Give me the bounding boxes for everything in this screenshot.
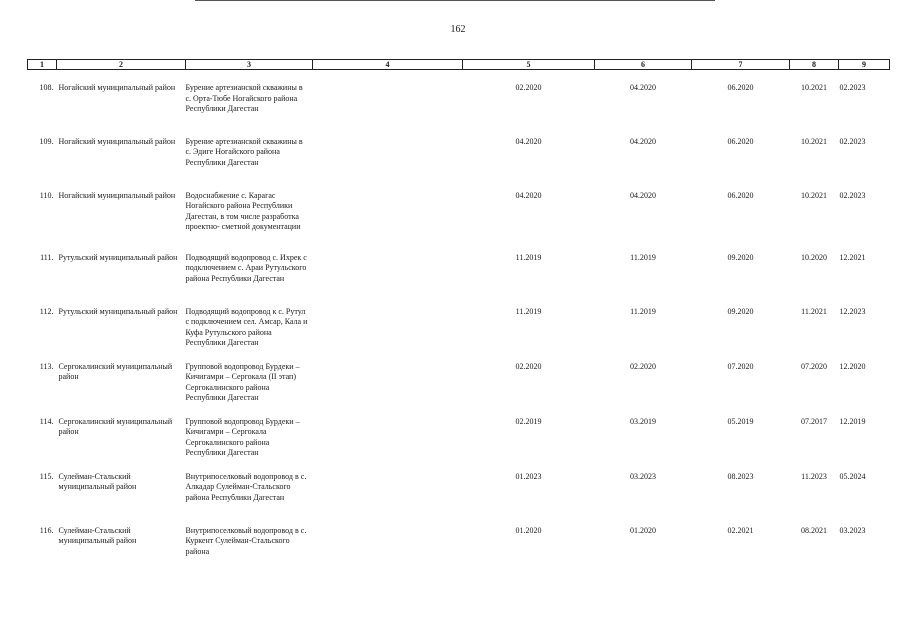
date-col-8: 11.2021: [801, 306, 827, 316]
date-col-7: 06.2020: [727, 190, 754, 200]
table-row: [28, 404, 890, 459]
date-col-9: 02.2023: [839, 136, 866, 146]
row-number: 116.: [39, 525, 54, 535]
date-col-8: 11.2023: [801, 471, 827, 481]
date-col-8: 10.2021: [801, 136, 827, 146]
column-4-cell: [313, 404, 463, 459]
date-col-6: 11.2019: [630, 306, 656, 316]
header-col-9: 9: [839, 60, 890, 70]
date-col-5: 11.2019: [515, 306, 542, 316]
header-col-5: 5: [463, 60, 595, 70]
date-col-9: 02.2023: [839, 190, 866, 200]
column-4-cell: [313, 70, 463, 124]
date-col-5: 02.2019: [515, 416, 542, 426]
description-cell: Бурение артезианской скважины в с. Орта-Тюбе Ногайского района Республики Дагестан: [185, 83, 303, 113]
date-col-5: 01.2023: [515, 471, 542, 481]
district-cell: Ногайский муниципальный район: [58, 83, 176, 92]
table-row: [28, 124, 890, 178]
column-4-cell: [313, 240, 463, 294]
date-col-7: 05.2019: [727, 416, 754, 426]
page-number: 162: [450, 24, 466, 35]
district-cell: Сергокалинский муниципальный район: [58, 361, 173, 381]
date-col-5: 11.2019: [515, 252, 542, 262]
column-4-cell: [313, 178, 463, 240]
description-cell: Подводящий водопровод к с. Рутул с подключением сел. Амсар, Кала и Куфа Рутульского района Республики Дагестан: [185, 306, 308, 347]
row-number: 111.: [40, 252, 54, 262]
date-col-7: 08.2023: [727, 471, 754, 481]
date-col-8: 07.2017: [801, 416, 827, 426]
description-cell: Подводящий водопровод с. Ихрек с подключением с. Араи Рутульского района Республики Дагестан: [185, 252, 307, 283]
date-col-6: 02.2020: [630, 361, 656, 371]
row-number: 109.: [39, 136, 54, 146]
header-row: [28, 60, 890, 70]
description-cell: Водоснабжение с. Карагас Ногайского района Республики Дагестан, в том числе разработка проектно- сметной документации: [185, 190, 301, 231]
date-col-6: 11.2019: [630, 252, 656, 262]
district-cell: Ногайский муниципальный район: [58, 136, 176, 146]
header-col-1: 1: [28, 60, 57, 70]
scan-top-rule: [195, 0, 715, 1]
district-cell: Сулейман-Стальский муниципальный район: [58, 471, 137, 491]
header-col-2: 2: [57, 60, 186, 70]
date-col-5: 04.2020: [515, 190, 542, 200]
table-row: [28, 178, 890, 240]
table-row: [28, 294, 890, 349]
date-col-9: 05.2024: [839, 471, 866, 481]
date-col-7: 06.2020: [727, 136, 754, 146]
date-col-5: 02.2020: [515, 83, 542, 92]
district-cell: Рутульский муниципальный район: [58, 306, 178, 316]
table-row: [28, 240, 890, 294]
date-col-7: 09.2020: [727, 252, 754, 262]
date-col-6: 03.2019: [630, 416, 656, 426]
date-col-9: 12.2019: [839, 416, 866, 426]
column-4-cell: [313, 124, 463, 178]
column-4-cell: [313, 513, 463, 567]
date-col-6: 04.2020: [630, 83, 656, 92]
date-col-8: 08.2021: [801, 525, 827, 535]
table-row: [28, 70, 890, 124]
table-row: [28, 459, 890, 513]
date-col-5: 01.2020: [515, 525, 542, 535]
district-cell: Рутульский муниципальный район: [58, 252, 178, 262]
date-col-9: 12.2020: [839, 361, 866, 371]
date-col-9: 12.2021: [839, 252, 866, 262]
header-col-6: 6: [595, 60, 692, 70]
date-col-6: 04.2020: [630, 190, 656, 200]
header-col-4: 4: [313, 60, 463, 70]
district-cell: Сулейман-Стальский муниципальный район: [58, 525, 137, 545]
row-number: 115.: [39, 471, 54, 481]
date-col-9: 12.2023: [839, 306, 866, 316]
column-4-cell: [313, 349, 463, 404]
date-col-9: 03.2023: [839, 525, 866, 535]
description-cell: Групповой водопровод Бурдеки – Кичигамри – Сергокала Сергокалинского района Республики Дагестан: [185, 416, 300, 457]
date-col-6: 04.2020: [630, 136, 656, 146]
date-col-7: 02.2021: [727, 525, 754, 535]
table-row: [28, 513, 890, 567]
row-number: 110.: [39, 190, 54, 200]
date-col-8: 10.2021: [801, 190, 827, 200]
date-col-7: 06.2020: [727, 83, 754, 92]
date-col-5: 02.2020: [515, 361, 542, 371]
date-col-7: 07.2020: [727, 361, 754, 371]
date-col-9: 02.2023: [839, 83, 866, 92]
description-cell: Внутрипоселковый водопровод в с. Куркент Сулейман-Стальского района: [185, 525, 307, 556]
row-number: 112.: [39, 306, 54, 316]
header-col-8: 8: [790, 60, 839, 70]
date-col-7: 09.2020: [727, 306, 754, 316]
date-col-5: 04.2020: [515, 136, 542, 146]
description-cell: Групповой водопровод Бурдеки – Кичигамри – Сергокала (II этап) Сергокалинского района Республики Дагестан: [185, 361, 300, 402]
row-number: 113.: [39, 361, 54, 371]
date-col-8: 10.2020: [801, 252, 827, 262]
date-col-8: 10.2021: [801, 83, 827, 92]
header-col-3: 3: [186, 60, 313, 70]
column-4-cell: [313, 294, 463, 349]
description-cell: Внутрипоселковый водопровод в с. Алкадар Сулейман-Стальского района Республики Дагестан: [185, 471, 307, 502]
date-col-6: 01.2020: [630, 525, 656, 535]
description-cell: Бурение артезианской скважины в с. Эдиге Ногайского района Республики Дагестан: [185, 136, 303, 167]
district-cell: Ногайский муниципальный район: [58, 190, 176, 200]
date-col-6: 03.2023: [630, 471, 656, 481]
date-col-8: 07.2020: [801, 361, 827, 371]
row-number: 114.: [39, 416, 54, 426]
column-4-cell: [313, 459, 463, 513]
header-col-7: 7: [692, 60, 790, 70]
row-number: 108.: [39, 83, 54, 92]
district-cell: Сергокалинский муниципальный район: [58, 416, 173, 436]
table-row: [28, 349, 890, 404]
table-body: [28, 70, 890, 567]
projects-table: [27, 59, 890, 567]
